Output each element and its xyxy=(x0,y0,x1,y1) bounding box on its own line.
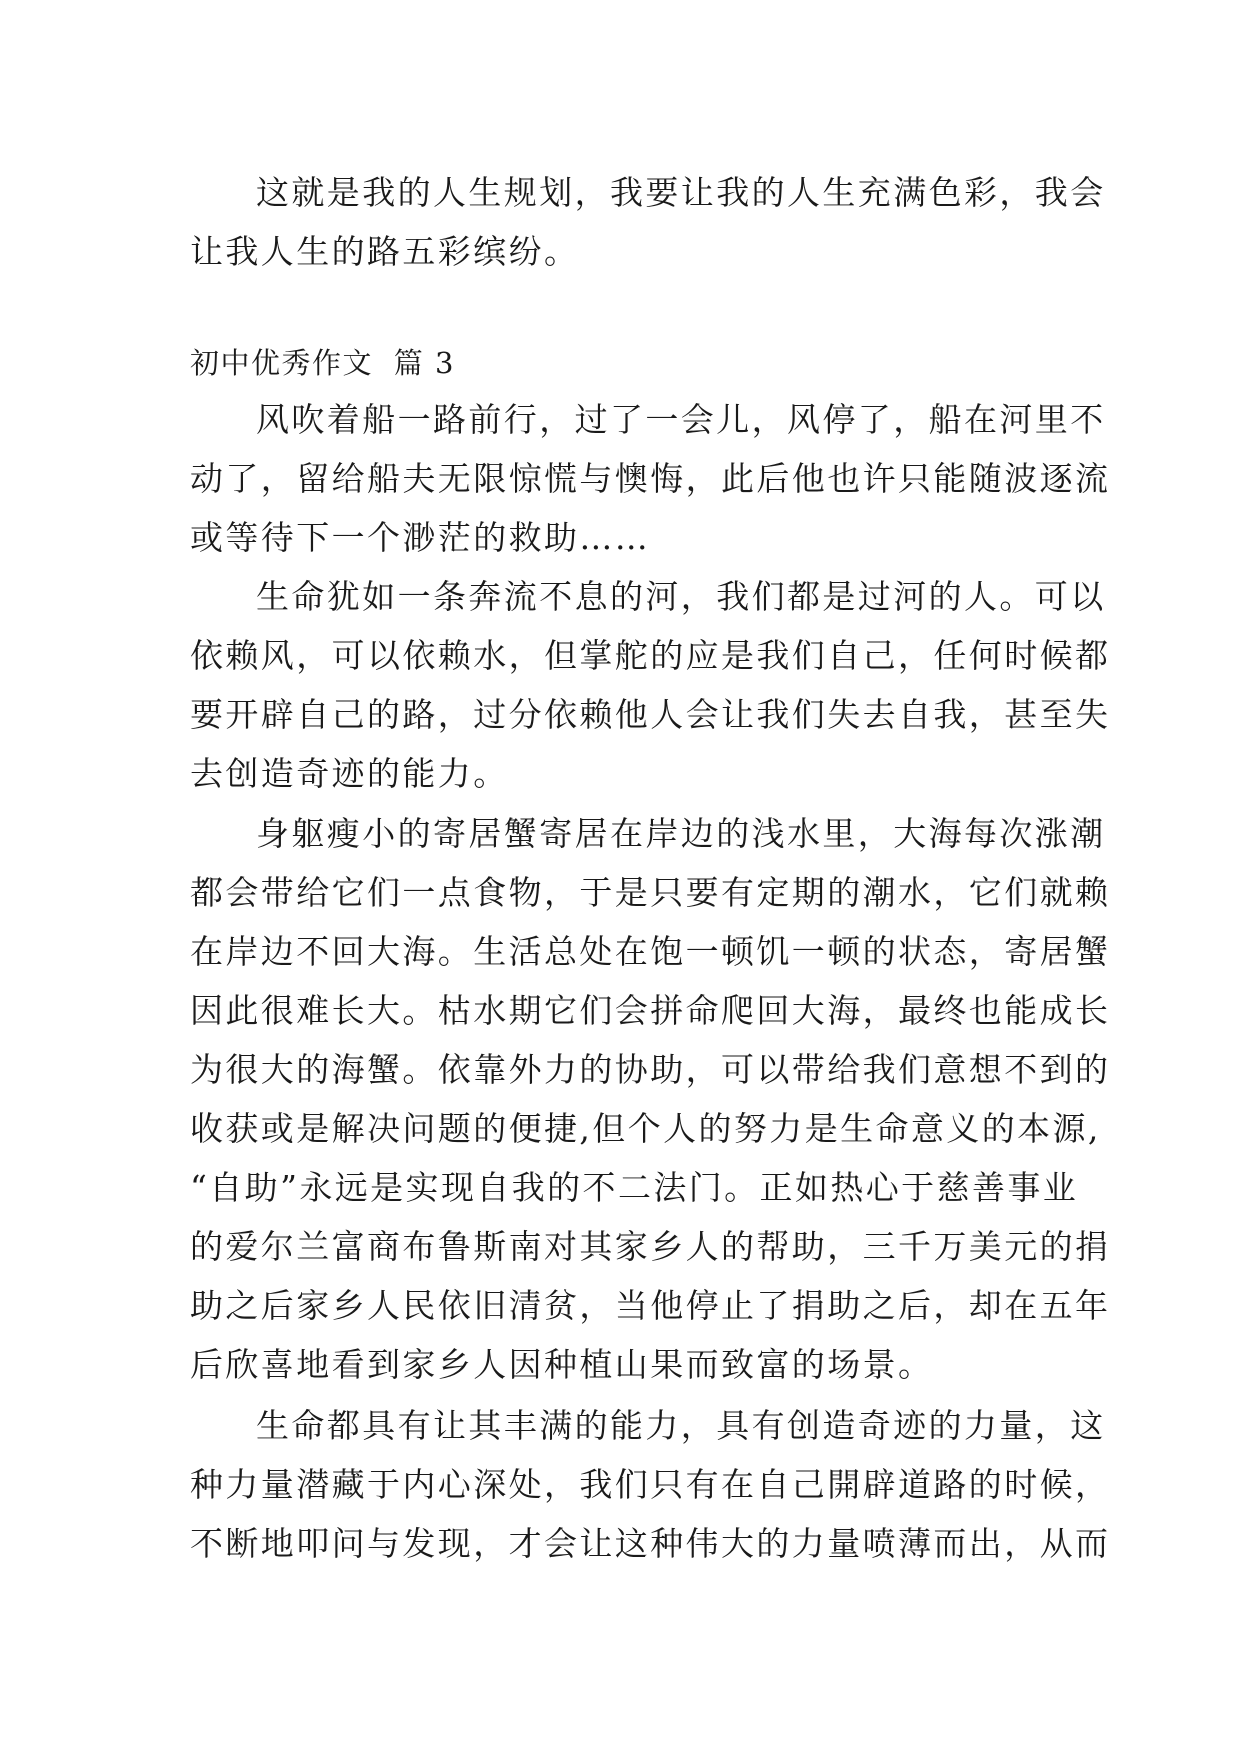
essay-paragraph-3 xyxy=(190,804,1111,1394)
intro-paragraph xyxy=(190,163,1106,281)
paragraph-line: 都会带给它们一点食物，于是只要有定期的潮水，它们就赖 xyxy=(190,873,1111,912)
paragraph-line: 或等待下一个渺茫的救助…… xyxy=(190,518,651,557)
paragraph-line: 去创造奇迹的能力。 xyxy=(190,754,509,793)
paragraph-line: 生命犹如一条奔流不息的河，我们都是过河的人。可以 xyxy=(256,577,1106,616)
paragraph-line: 的爱尔兰富商布鲁斯南对其家乡人的帮助，三千万美元的捐 xyxy=(190,1227,1111,1266)
paragraph-line: 这就是我的人生规划，我要让我的人生充满色彩，我会 xyxy=(256,173,1106,212)
paragraph-line: 不断地叩问与发现，才会让这种伟大的力量喷薄而出，从而 xyxy=(190,1524,1111,1563)
paragraph-line: 在岸边不回大海。生活总处在饱一顿饥一顿的状态，寄居蟹 xyxy=(190,932,1111,971)
paragraph-line: 后欣喜地看到家乡人因种植山果而致富的场景。 xyxy=(190,1345,934,1384)
paragraph-line: 因此很难长大。枯水期它们会拼命爬回大海，最终也能成长 xyxy=(190,991,1111,1030)
paragraph-line: 风吹着船一路前行，过了一会儿，风停了，船在河里不 xyxy=(256,400,1106,439)
paragraph-line: 种力量潜藏于内心深处，我们只有在自己開辟道路的时候， xyxy=(190,1465,1111,1504)
paragraph-line: 助之后家乡人民依旧清贫，当他停止了捐助之后，却在五年 xyxy=(190,1286,1111,1325)
paragraph-line: 收获或是解决问题的便捷,但个人的努力是生命意义的本源, xyxy=(190,1109,1101,1148)
paragraph-line: 要开辟自己的路，过分依赖他人会让我们失去自我，甚至失 xyxy=(190,695,1111,734)
paragraph-line: 让我人生的路五彩缤纷。 xyxy=(190,232,580,271)
paragraph-line: 动了，留给船夫无限惊慌与懊悔，此后他也许只能随波逐流 xyxy=(190,459,1111,498)
essay-paragraph-4 xyxy=(190,1396,1111,1573)
paragraph-line: 依赖风，可以依赖水，但掌舵的应是我们自己，任何时候都 xyxy=(190,636,1111,675)
section-heading xyxy=(190,342,1050,384)
section-label: 篇 3 xyxy=(393,346,455,380)
paragraph-line: 为很大的海蟹。依靠外力的协助，可以带给我们意想不到的 xyxy=(190,1050,1111,1089)
essay-paragraph-2 xyxy=(190,567,1111,803)
essay-paragraph-1 xyxy=(190,390,1111,567)
paragraph-line: 生命都具有让其丰满的能力，具有创造奇迹的力量，这 xyxy=(256,1406,1106,1445)
paragraph-line: “自助”永远是实现自我的不二法门。正如热心于慈善事业 xyxy=(190,1168,1079,1207)
section-title: 初中优秀作文 xyxy=(190,346,374,380)
paragraph-line: 身躯瘦小的寄居蟹寄居在岸边的浅水里，大海每次涨潮 xyxy=(256,814,1106,853)
